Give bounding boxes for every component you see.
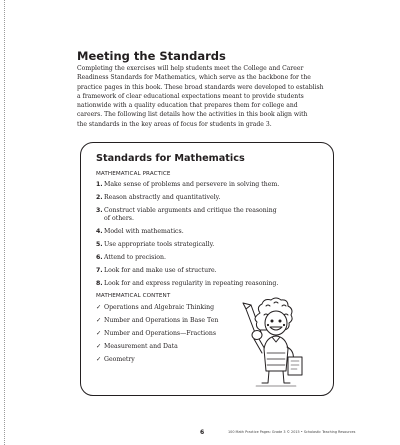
- content-text: Geometry: [104, 355, 135, 363]
- intro-line: careers. The following list details how the activities in this book align with: [77, 111, 308, 119]
- intro-line: Readiness Standards for Mathematics, which serve as the backbone for the: [77, 74, 311, 82]
- page-number: 6: [200, 429, 205, 436]
- practice-text: Attend to precision.: [104, 254, 166, 262]
- practice-text-line: Construct viable arguments and critique the reasoning: [104, 206, 277, 214]
- content-text: Number and Operations in Base Ten: [104, 316, 219, 324]
- content-item: [96, 317, 246, 326]
- intro-line: a framework of clear educational expectations meant to provide students: [77, 92, 304, 100]
- practice-item: [96, 280, 306, 289]
- practice-text: Look for and make use of structure.: [104, 266, 217, 274]
- page-heading: Meeting the Standards: [77, 49, 226, 63]
- content-item: [96, 343, 246, 352]
- practice-text: Make sense of problems and persevere in solving them.: [104, 181, 280, 188]
- checkmark-icon: ✓: [96, 355, 102, 363]
- practice-text: Use appropriate tools strategically.: [104, 241, 215, 249]
- practice-number: 8.: [96, 279, 103, 287]
- practice-number: 6.: [96, 254, 103, 262]
- footer-credit: 100 Math Practice Pages: Grade 3 © 2015 • Scholastic Teaching Resources: [228, 430, 356, 434]
- intro-line: the standards in the key areas of focus for students in grade 3.: [77, 120, 272, 128]
- checkmark-icon: ✓: [96, 304, 102, 311]
- practice-text: Look for and express regularity in repeating reasoning.: [104, 279, 279, 287]
- content-item: [96, 304, 246, 313]
- content-section-label: MATHEMATICAL CONTENT: [96, 293, 171, 299]
- checkmark-icon: ✓: [96, 329, 102, 337]
- content-item: [96, 330, 246, 339]
- page-edge-dotted-line: [4, 0, 5, 445]
- practice-text-line: of others.: [104, 215, 134, 223]
- practice-number: 3.: [96, 206, 103, 214]
- practice-list: [96, 181, 306, 293]
- practice-text: Model with mathematics.: [104, 228, 184, 236]
- practice-number: 4.: [96, 228, 103, 236]
- intro-paragraph: [77, 64, 337, 129]
- intro-line: nationwide with a quality education that prepares them for college and: [77, 102, 298, 110]
- content-item: [96, 356, 246, 365]
- standards-box: [80, 142, 334, 396]
- practice-item: [96, 267, 306, 276]
- checkmark-icon: ✓: [96, 316, 102, 324]
- practice-number: 1.: [96, 181, 103, 188]
- content-text: Number and Operations—Fractions: [104, 329, 217, 337]
- practice-item: [96, 194, 306, 203]
- content-text: Measurement and Data: [104, 342, 178, 350]
- practice-number: 2.: [96, 193, 103, 201]
- practice-text: [104, 207, 277, 224]
- practice-section-label: MATHEMATICAL PRACTICE: [96, 171, 171, 177]
- intro-line: practice pages in this book. These broad standards were developed to establish: [77, 83, 324, 91]
- practice-item: [96, 241, 306, 250]
- content-text: Operations and Algebraic Thinking: [104, 304, 215, 311]
- box-title: Standards for Mathematics: [96, 153, 245, 164]
- practice-text: Reason abstractly and quantitatively.: [104, 193, 221, 201]
- checkmark-icon: ✓: [96, 342, 102, 350]
- practice-item: [96, 181, 306, 190]
- practice-item: [96, 254, 306, 263]
- intro-line: Completing the exercises will help students meet the College and Career: [77, 65, 304, 72]
- mascot-illustration: [226, 291, 316, 391]
- practice-number: 7.: [96, 266, 103, 274]
- practice-item: [96, 228, 306, 237]
- content-list: [96, 304, 246, 368]
- practice-item: [96, 207, 306, 224]
- practice-number: 5.: [96, 241, 103, 249]
